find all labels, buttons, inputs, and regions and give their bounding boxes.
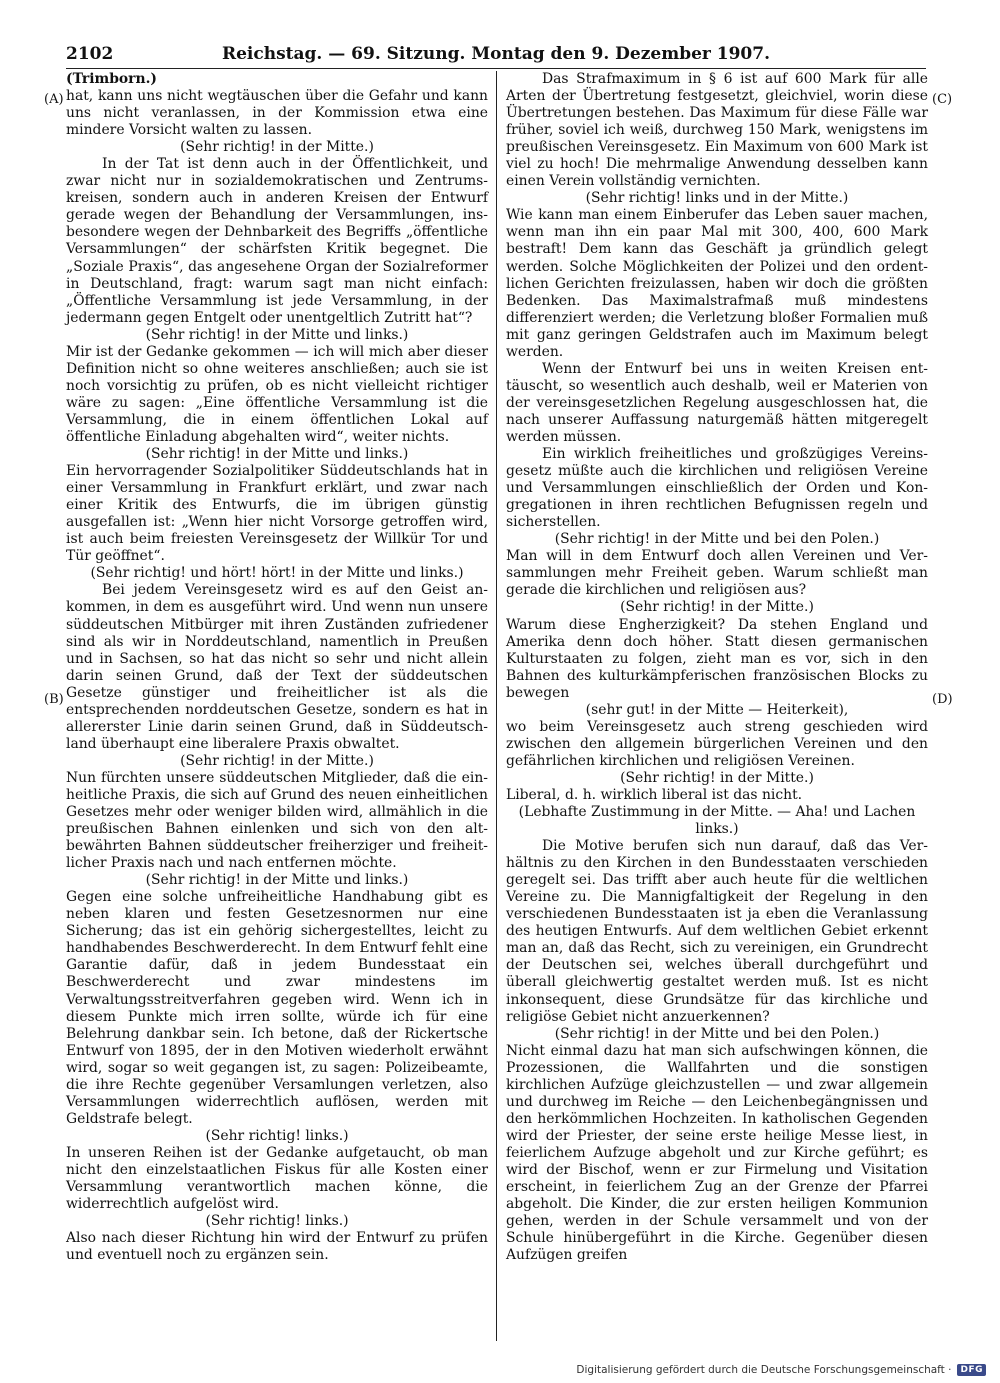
dfg-logo: DFG bbox=[957, 1364, 986, 1376]
interjection: (Sehr richtig! in der Mitte und bei den Polen.) bbox=[554, 531, 880, 548]
paragraph: Man will in dem Entwurf doch allen Vereinen und Versammlungen mehr Freiheit geben. Warum schließt man gerade die kirchlichen und religiösen aus? bbox=[506, 548, 928, 599]
speaker-name: (Trimborn.) bbox=[66, 71, 157, 87]
paragraph: Bei jedem Vereinsgesetz wird es auf den Geist ankommen, in dem es ausgeführt wird. Und wenn nun unsere süddeutschen Mitbürger mit ihren Zuständen zufriedener sind als wir in Norddeutschland, namentlich in Preußen und in Sachsen, so hat das nicht so sehr und nicht allein darin seinen Grund, daß der Text der süddeutschen Gesetze günstiger und freiheitlicher ist als die entsprechenden norddeutschen Gesetze, sondern es hat in allererster Linie darin seinen Grund, daß in Süddeutschland überhaupt eine liberalere Praxis obwaltet. bbox=[66, 582, 488, 752]
margin-marker-b: (B) bbox=[44, 692, 64, 707]
paragraph: Nicht einmal dazu hat man sich aufschwingen können, die Prozessionen, die Wallfahrten und die sonstigen kirchlichen Aufzüge gleichzustellen — und zwar allgemein und durchweg im Reiche — den Leichenbegängnissen und den herkömmlichen Hochzeiten. In katholischen Gegenden wird der Priester, der seine erste heilige Messe liest, in feierlichem Aufzuge abgeholt und zur Kirche geführt; es wird der Bischof, wenn er zur Firmelung und Visitation erscheint, in feierlichem Zug an der Grenze der Pfarrei abgeholt. Die Kinder, die zur ersten heiligen Kommunion gehen, werden in der Schule versammelt und von der Schule hinübergeführt in die Kirche. Gegenüber diesen Aufzügen greifen bbox=[506, 1042, 928, 1264]
interjection: (Sehr richtig! in der Mitte.) bbox=[180, 139, 374, 156]
margin-marker-c: (C) bbox=[932, 92, 953, 107]
margin-marker-d: (D) bbox=[932, 692, 953, 707]
column-divider bbox=[496, 71, 497, 1341]
interjection: (sehr gut! in der Mitte — Heiterkeit), bbox=[585, 701, 849, 718]
paragraph: In der Tat ist denn auch in der Öffentlichkeit, und zwar nicht nur in sozialdemokratischen und Zentrumskreisen, sondern auch in anderen Kreisen der Entwurf gerade wegen der Behandlung der Versammlungen, insbesondere wegen der Dehnbarkeit des Begriffs „öffentliche Versammlungen“ der schärfsten Kritik begegnet. Die „Soziale Praxis“, das angesehene Organ der Sozialreformer in Deutschland, fragt: warum sagt man nicht einfach: „Öffentliche Versammlung ist jede Versammlung, in der jedermann gegen Entgelt oder unentgeltlich Zutritt hat“? bbox=[66, 156, 488, 326]
page-footer bbox=[576, 1362, 986, 1378]
paragraph: Mir ist der Gedanke gekommen — ich will mich aber dieser Definition nicht so ohne weiteres anschließen; auch sie ist noch vorsichtig zu prüfen, ob es nicht vielleicht richtiger wäre zu sagen: „Eine öffentliche Versammlung ist die Versammlung, die in einem öffentlichen Lokal auf öffentliche Einladung abgehalten wird“, weiter nichts. bbox=[66, 343, 488, 445]
paragraph: Ein hervorragender Sozialpolitiker Süddeutschlands hat in einer Versammlung in Frankfurt erklärt, und zwar nach einer Kritik des Entwurfs, die im übrigen günstig ausgefallen ist: „Wenn hier nicht Vorsorge getroffen wird, ist auch beim freiesten Vereinsgesetz der Willkür Tor und Tür geöffnet“. bbox=[66, 463, 488, 565]
paragraph: Ein wirklich freiheitliches und großzügiges Vereinsgesetz müßte auch die kirchlichen und religiösen Vereine und Versammlungen einschließlich der Orden und Kongregationen in ihren rechtlichen Befugnissen regeln und sicherstellen. bbox=[506, 446, 928, 531]
paragraph: Wenn der Entwurf bei uns in weiten Kreisen enttäuscht, so wesentlich auch deshalb, weil er Materien von der vereinsgesetzlichen Regelung ausgeschlossen hat, die nach unserer Auffassung naturgemäß hätten mitgeregelt werden müssen. bbox=[506, 360, 928, 445]
interjection: (Sehr richtig! in der Mitte und links.) bbox=[145, 326, 409, 343]
interjection: (Sehr richtig! und hört! hört! in der Mitte und links.) bbox=[90, 565, 464, 582]
paragraph: wo beim Vereinsgesetz auch streng geschieden wird zwischen den allgemein bürgerlichen Vereinen und den gefährlichen kirchlichen und religiösen Vereinen. bbox=[506, 718, 928, 769]
interjection: (Sehr richtig! in der Mitte.) bbox=[180, 752, 374, 769]
interjection: (Sehr richtig! in der Mitte und links.) bbox=[145, 446, 409, 463]
paragraph: Die Motive berufen sich nun darauf, daß das Verhältnis zu den Kirchen in den Bundesstaaten verschieden geregelt sei. Das trifft aber auch heute für die weltlichen Vereine zu. Die Mannigfaltigkeit der Regelung in den verschiedenen Bundesstaaten ist ja eben die Veranlassung des heutigen Entwurfs. Auf dem weltlichen Gebiet erkennt man an, daß das Recht, sich zu vereinigen, ein Grundrecht der Deutschen sei, welches überall durchgeführt und überall gleichwertig gestaltet werden muß. Ist es nicht inkonsequent, diese Grundsätze für das kirchliche und religiöse Gebiet nicht anzuerkennen? bbox=[506, 838, 928, 1025]
footer-credit: Digitalisierung gefördert durch die Deutsche Forschungsgemeinschaft · bbox=[576, 1364, 952, 1376]
interjection: (Sehr richtig! in der Mitte.) bbox=[620, 599, 814, 616]
header-rule bbox=[66, 68, 926, 69]
paragraph: Also nach dieser Richtung hin wird der Entwurf zu prüfen und eventuell noch zu ergänzen sein. bbox=[66, 1230, 488, 1264]
interjection: (Sehr richtig! links.) bbox=[205, 1127, 349, 1144]
paragraph: Nun fürchten unsere süddeutschen Mitglieder, daß die einheitliche Praxis, die sich auf Grund des neuen einheitlichen Gesetzes mehr oder weniger bilden wird, allmählich in die preußischen Bahnen einlenken und sich von den altbewährten Bahnen süddeutscher freiherziger und freiheitlicher Praxis nach und nach entfernen möchte. bbox=[66, 769, 488, 872]
paragraph: Wie kann man einem Einberufer das Leben sauer machen, wenn man ihn ein paar Mal mit 300, 400, 600 Mark bestraft! Dem kann das Geschäft ja gründlich gelegt werden. Solche Möglichkeiten der Polizei und den ordentlichen Gerichten freizulassen, haben wir doch die größten Bedenken. Das Maximalstrafmaß muß mindestens differenziert werden; die Verletzung bloßer Formalien muß mit ganz geringen Geldstrafen auch im Maximum belegt werden. bbox=[506, 207, 928, 360]
paragraph: Warum diese Engherzigkeit? Da stehen England und Amerika denn doch höher. Statt diesen germanischen Kulturstaaten zu folgen, zieht man es vor, sich in den Bahnen des kulturkämpferischen französischen Blocks zu bewegen bbox=[506, 616, 928, 701]
page-header bbox=[66, 42, 926, 68]
paragraph: Das Strafmaximum in § 6 ist auf 600 Mark für alle Arten der Übertretung festgesetzt, gleichviel, worin diese Übertretungen bestehen. Das Maximum für diese Fälle war früher, soviel ich weiß, durchweg 150 Mark, wenigstens im preußischen Vereinsgesetz. Ein Maximum von 600 Mark ist viel zu hoch! Die mehrmalige Anwendung desselben kann einen Verein vollständig vernichten. bbox=[506, 71, 928, 190]
interjection: (Sehr richtig! links.) bbox=[205, 1213, 349, 1230]
paragraph: In unseren Reihen ist der Gedanke aufgetaucht, ob man nicht den einzelstaatlichen Fiskus für alle Kosten einer Versammlung verantwortlich machen könne, die widerrechtlich aufgelöst wird. bbox=[66, 1144, 488, 1213]
right-column bbox=[506, 71, 928, 1264]
paragraph: Liberal, d. h. wirklich liberal ist das nicht. bbox=[506, 786, 803, 803]
paragraph: Gegen eine solche unfreiheitliche Handhabung gibt es neben klaren und festen Gesetzesnormen nur eine Sicherung; das ist ein gehörig sichergestelltes, leicht zu handhabendes Beschwerderecht. In dem Entwurf fehlt eine Garantie dafür, daß in jedem Bundesstaat ein Beschwerderecht und zwar mindestens im Verwaltungsstreitverfahren gegeben wird. Wenn ich in diesem Punkte mich irren sollte, würde ich für eine Belehrung dankbar sein. Ich betone, daß der Rickertsche Entwurf von 1895, der in den Motiven wiederholt erwähnt wird, sogar so weit gegangen ist, zu sagen: Polizeibeamte, die ihre Rechte gegenüber Versamlungen verletzen, also Versammlungen widerrechtlich auflösen, werden mit Geldstrafe belegt. bbox=[66, 889, 488, 1127]
paragraph: hat, kann uns nicht wegtäuschen über die Gefahr und kann uns nicht veranlassen, in der Kommission etwa eine mindere Vorsicht walten zu lassen. bbox=[66, 88, 488, 139]
left-column bbox=[66, 71, 488, 1264]
interjection: (Sehr richtig! in der Mitte und links.) bbox=[145, 872, 409, 889]
interjection: (Sehr richtig! in der Mitte und bei den Polen.) bbox=[554, 1025, 880, 1042]
interjection: (Lebhafte Zustimmung in der Mitte. — Aha! und Lachen links.) bbox=[518, 804, 916, 838]
page-number: 2102 bbox=[66, 44, 114, 64]
running-title: Reichstag. — 69. Sitzung. Montag den 9. Dezember 1907. bbox=[221, 44, 771, 64]
interjection: (Sehr richtig! in der Mitte.) bbox=[620, 769, 814, 786]
margin-marker-a: (A) bbox=[44, 92, 64, 107]
interjection: (Sehr richtig! links und in der Mitte.) bbox=[585, 190, 849, 207]
